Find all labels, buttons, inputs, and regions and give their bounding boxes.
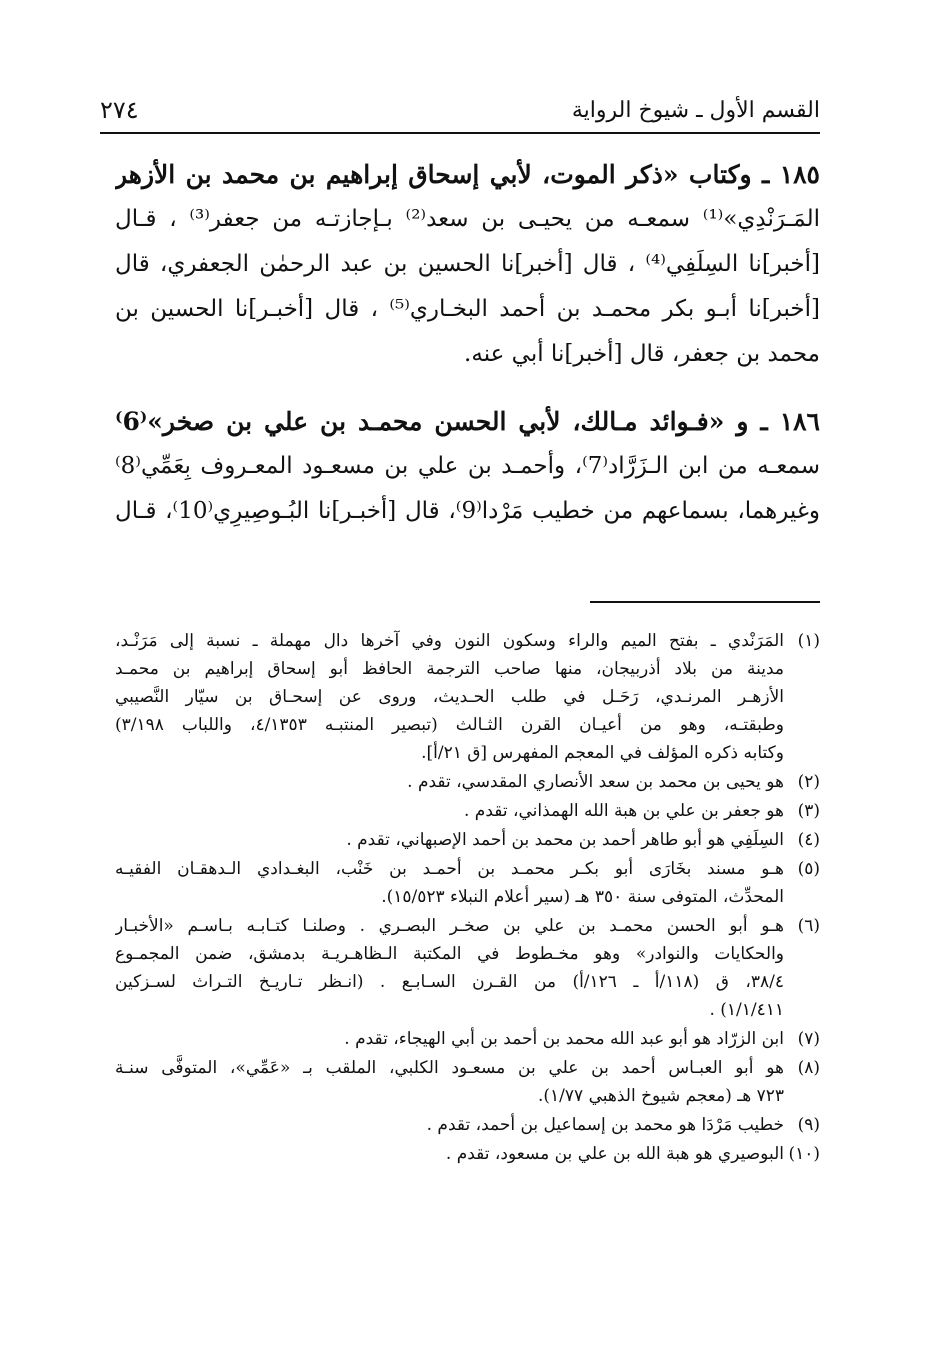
main-text bbox=[115, 152, 820, 556]
footnote-line: ٣٨/٤، ق (١١٨/أ ـ ١٢٦/أ) من القـرن السـابـع . (انـظر تـاريـخ التـراث لسـزكين bbox=[115, 972, 784, 992]
text-line: وغيرهما، بسماعهم من خطيب مَرْدا⁽9⁾، قال [أخبـر]نا البُـوصِيرِي⁽10⁾، قـال bbox=[115, 498, 820, 524]
footnote-number: (٥) bbox=[797, 859, 820, 879]
footnote-8 bbox=[115, 1054, 820, 1110]
footnotes bbox=[115, 627, 820, 1169]
footnote-1 bbox=[115, 627, 820, 767]
text-line: محمد بن جعفر، قال [أخبر]نا أبي عنه. bbox=[464, 341, 820, 367]
entry-186 bbox=[115, 399, 820, 534]
footnote-number: (٩) bbox=[797, 1115, 820, 1135]
text-line: [أخبر]نا السِلَفِي⁽⁴⁾ ، قال [أخبر]نا الحسين بن عبد الرحمٰن الجعفري، قال bbox=[115, 251, 820, 277]
footnote-3 bbox=[115, 797, 820, 825]
footnote-line: المحدِّث، المتوفى سنة ٣٥٠ هـ (سير أعلام النبلاء ١٥/٥٢٣). bbox=[381, 887, 784, 907]
footnote-line: ابن الزرّاد هو أبو عبد الله محمد بن أحمد بن أبي الهيجاء، تقدم . bbox=[344, 1029, 784, 1049]
text-line: سمعـه من ابن الـزَرَّاد⁽7⁾، وأحمـد بن علي بن مسعـود المعـروف بِعَمِّي⁽8⁾ bbox=[115, 453, 820, 479]
text-line: ١٨٥ ـ وكتاب «ذكر الموت، لأبي إسحاق إبراهيم بن محمد بن الأزهر bbox=[115, 160, 820, 189]
footnote-line: الأزهـر المرنـدي، رَحَـل في طلب الحـديث، وروى عن إسحـاق بن سيّار النَّصيبي bbox=[115, 687, 784, 707]
entry-185 bbox=[115, 152, 820, 377]
running-header bbox=[100, 92, 820, 134]
footnote-line: هو يحيى بن محمد بن سعد الأنصاري المقدسي، تقدم . bbox=[407, 772, 784, 792]
footnote-number: (١) bbox=[797, 631, 820, 651]
footnote-2 bbox=[115, 768, 820, 796]
footnote-5 bbox=[115, 855, 820, 911]
footnote-line: هو أبو العبـاس أحمد بن علي بن مسعـود الكلبي، الملقب بـ «عَمِّي»، المتوفَّى سنـة bbox=[115, 1058, 784, 1078]
text-line: المَـرَنْدِي»⁽¹⁾ سمعـه من يحيـى بن سعد⁽²⁾ بـإجازتـه من جعفر⁽³⁾ ، قـال bbox=[115, 206, 820, 232]
footnote-line: وكتابه ذكره المؤلف في المعجم المفهرس [ق ٢١/أ]. bbox=[421, 743, 784, 763]
footnote-line: هـو مسند بخَارَى أبو بكـر محمـد بن أحمـد بن خَنْب، البغـدادي الـدهقـان الفقيـه bbox=[115, 859, 784, 879]
footnote-6 bbox=[115, 912, 820, 1024]
footnote-line: البوصيري هو هبة الله بن علي بن مسعود، تقدم . bbox=[445, 1144, 784, 1164]
footnote-number: (١٠) bbox=[788, 1144, 820, 1164]
footnote-number: (٣) bbox=[797, 801, 820, 821]
footnote-number: (٢) bbox=[797, 772, 820, 792]
footnote-divider bbox=[590, 601, 820, 603]
footnote-line: ١/١/٤١١) . bbox=[709, 1000, 784, 1020]
page-number: ٢٧٤ bbox=[100, 96, 139, 124]
footnote-line: هـو أبو الحسن محمـد بن علي بن صخـر البصـري . وصلنـا كتـابـه بـاسـم «الأخبـار bbox=[115, 916, 784, 936]
footnote-line: المَرَنْدي ـ بفتح الميم والراء وسكون النون وفي آخرها دال مهملة ـ نسبة إلى مَرَنْـد، bbox=[115, 631, 784, 651]
footnote-4 bbox=[115, 826, 820, 854]
footnote-10 bbox=[115, 1140, 820, 1168]
footnote-number: (٨) bbox=[797, 1058, 820, 1078]
footnote-line: مدينة من بلاد أذربيجان، منها صاحب الترجمة الحافظ أبو إسحاق إبراهيم بن محمـد bbox=[115, 659, 784, 679]
footnote-line: هو جعفر بن علي بن هبة الله الهمذاني، تقدم . bbox=[464, 801, 784, 821]
footnote-7 bbox=[115, 1025, 820, 1053]
footnote-line: والحكايات والنوادر» وهو مخـطوط في المكتبة الـظاهـريـة بدمشق، ضمن المجمـوع bbox=[115, 944, 784, 964]
footnote-line: السِلَفِي هو أبو طاهر أحمد بن محمد بن أحمد الإصبهاني، تقدم . bbox=[346, 830, 784, 850]
footnote-line: خطيب مَرْدَا هو محمد بن إسماعيل بن أحمد، تقدم . bbox=[426, 1115, 784, 1135]
footnote-number: (٤) bbox=[797, 830, 820, 850]
footnote-line: ٧٢٣ هـ (معجم شيوخ الذهبي ١/٧٧). bbox=[538, 1086, 784, 1106]
footnote-line: وطبقتـه، وهو من أعيـان القرن الثـالث (تبصير المنتبـه ٤/١٣٥٣، واللباب ٣/١٩٨) bbox=[115, 715, 784, 735]
footnote-number: (٦) bbox=[797, 916, 820, 936]
header-title: القسم الأول ـ شيوخ الرواية bbox=[571, 98, 820, 123]
text-line: [أخبر]نا أبـو بكر محمـد بن أحمد البخـاري⁽⁵⁾ ، قال [أخبـر]نا الحسين بن bbox=[115, 296, 820, 322]
footnote-9 bbox=[115, 1111, 820, 1139]
text-line: ١٨٦ ـ و «فـوائد مـالك، لأبي الحسن محمـد بن علي بن صخر»⁽6⁾ bbox=[115, 407, 820, 436]
footnote-number: (٧) bbox=[797, 1029, 820, 1049]
